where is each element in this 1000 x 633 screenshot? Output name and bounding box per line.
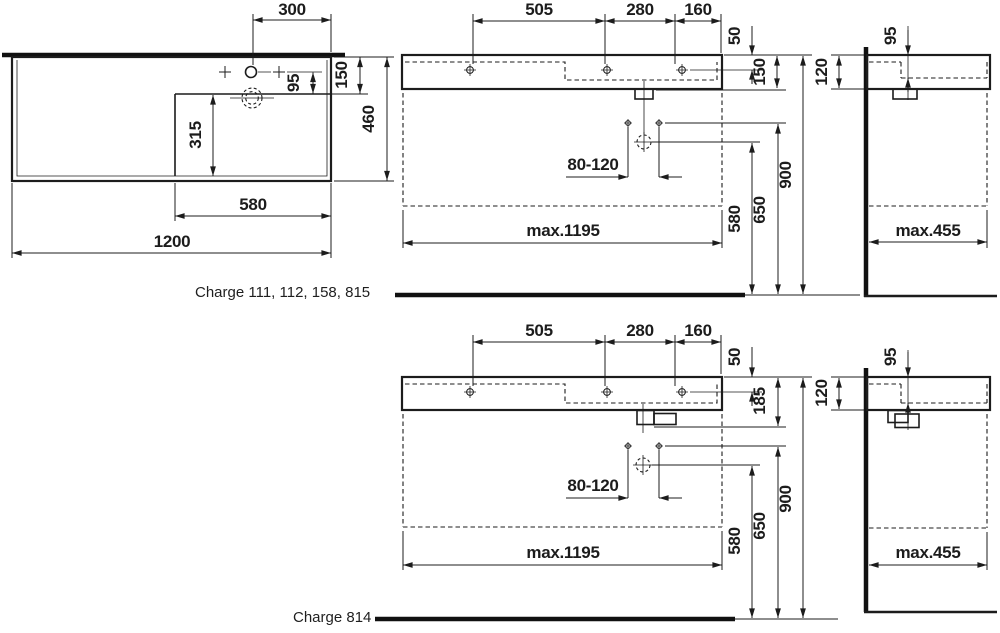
front814-dim-max-1195: max.1195 [526,543,600,562]
plan-dim-150: 150 [332,61,351,89]
front-dim-150: 150 [750,58,769,86]
drain-outlet [634,81,654,152]
front-dim-280: 280 [626,0,654,19]
drain-trap-814 [633,404,676,475]
plan-dim-95: 95 [284,73,303,93]
front814-dim-280: 280 [626,321,654,340]
front814-dim-650: 650 [750,512,769,540]
plan-drain [230,88,274,108]
plan-dim-1200: 1200 [153,232,191,251]
side-dimension-lines-814 [839,352,987,565]
caption-top-models: Charge 111, 112, 158, 815 [195,284,371,301]
front-dim-900: 900 [776,161,795,189]
front-dim-650: 650 [750,196,769,224]
side-clearance-box-814 [869,414,987,528]
front814-dim-80-120: 80-120 [567,476,619,495]
plan-dim-580: 580 [239,195,267,214]
side-view-bottom [812,348,997,612]
side-dim-120: 120 [812,58,831,86]
basin-outline [402,55,722,89]
plan-dim-315: 315 [186,121,205,149]
cabinet-clearance-box [403,93,722,206]
front-dim-max-1195: max.1195 [526,221,600,240]
side814-dim-95: 95 [881,347,900,367]
plan-dim-300: 300 [278,0,306,19]
front814-dim-185: 185 [750,387,769,415]
front-dim-160: 160 [684,0,712,19]
mounting-holes-814 [624,442,663,450]
front-dim-580: 580 [725,205,744,233]
front-dim-505: 505 [525,0,553,19]
hidden-bowl-line-814 [405,384,717,403]
front814-dim-50: 50 [725,347,744,367]
side-clearance-box [869,93,987,206]
cabinet-clearance-box-814 [403,414,722,527]
tap-hole-marks [464,64,762,76]
hidden-bowl-side-814 [869,384,987,403]
side-view-top [812,26,997,297]
side-extension-lines [831,55,987,248]
front814-dim-900: 900 [776,485,795,513]
side814-dim-120: 120 [812,379,831,407]
plan-dim-460: 460 [359,105,378,133]
front814-dim-160: 160 [684,321,712,340]
side-dim-95: 95 [881,26,900,46]
basin-side-outline [867,55,990,89]
front-view-bottom [375,321,838,619]
basin-side-outline-814 [867,377,990,410]
side-dim-max-455: max.455 [895,221,961,240]
mounting-holes [624,119,663,127]
plan-view [2,0,394,258]
caption-bottom-model: Charge 814 [293,609,372,626]
plan-tap-holes [219,66,322,78]
front-dim-80-120: 80-120 [567,155,619,174]
hidden-bowl-line [405,62,717,80]
hidden-bowl-side [869,62,987,78]
front814-dim-580: 580 [725,527,744,555]
front-view-top [395,0,860,295]
front-dim-50: 50 [725,26,744,46]
side-extension-lines-814 [831,377,987,570]
side-dimension-lines [839,30,987,242]
basin-outline-814 [402,377,722,410]
side814-dim-max-455: max.455 [895,543,961,562]
front814-dim-505: 505 [525,321,553,340]
